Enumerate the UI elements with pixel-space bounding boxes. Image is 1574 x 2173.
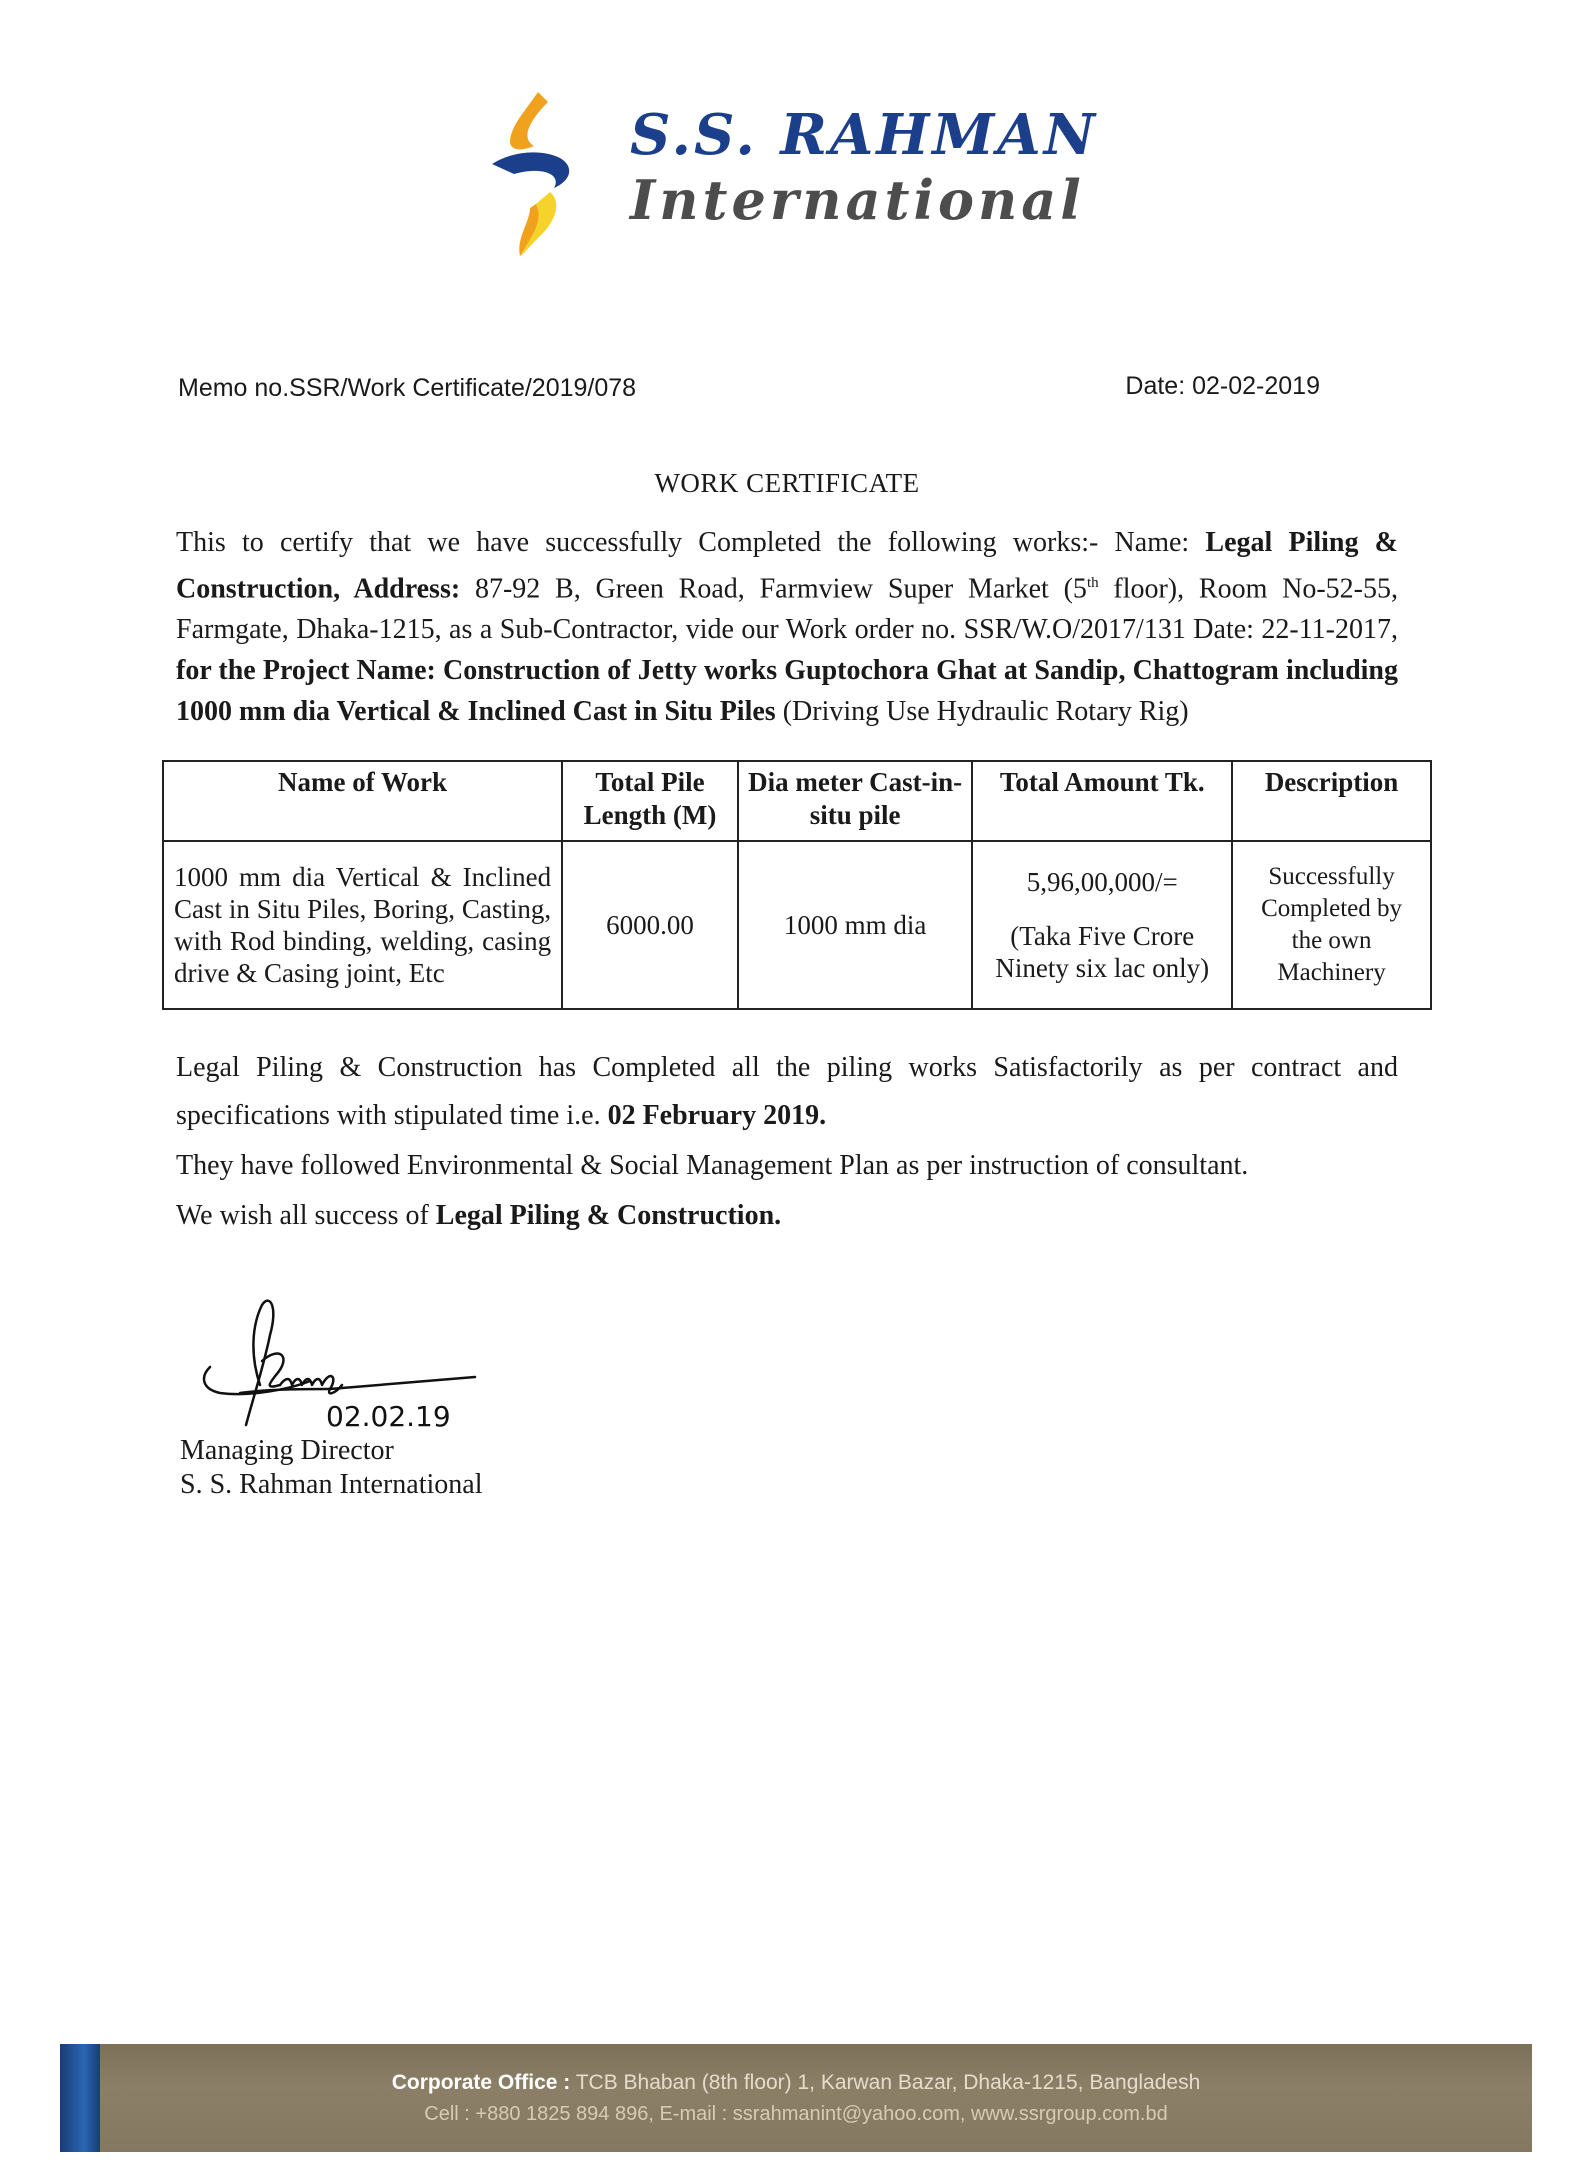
pile-length-cell: 6000.00 [562, 841, 738, 1009]
name-of-work-cell: 1000 mm dia Vertical & Inclined Cast in Situ Piles, Boring, Casting, with Rod binding, welding, casing drive & Casing joint, Etc [163, 841, 562, 1009]
intro-text-2: 87-92 B, Green Road, Farmview Super Market (5 [460, 573, 1087, 605]
closing-text [176, 1044, 1398, 1240]
intro-text-3: floor), Room No-52-55, Farmgate, Dhaka-1215, as a Sub-Contractor, vide our Work order no. SSR/W.O/2017/131 Date: 22-11-2017, [176, 573, 1399, 646]
footer-band [60, 2044, 1532, 2152]
memo-number: Memo no.SSR/Work Certificate/2019/078 [178, 374, 637, 402]
document-title: WORK CERTIFICATE [654, 468, 920, 498]
table-header-row [163, 761, 1431, 841]
column-header: Name of Work [163, 761, 562, 841]
intro-bold-1: Legal Piling & Construction, Address: [176, 527, 1398, 605]
column-header: Dia meter Cast-in-situ pile [738, 761, 973, 841]
amount-in-words: (Taka Five Crore Ninety six lac only) [995, 921, 1210, 983]
footer-office-label: Corporate Office : [391, 2071, 571, 2094]
footer-office-address: TCB Bhaban (8th floor) 1, Karwan Bazar, Dhaka-1215, Bangladesh [570, 2071, 1201, 2094]
certificate-intro [176, 522, 1398, 732]
works-table [162, 760, 1432, 1010]
company-logo [490, 88, 1098, 258]
completion-date: 02 February 2019. [607, 1100, 827, 1131]
description-cell: Successfully Completed by the own Machinery [1232, 841, 1431, 1009]
column-header: Description [1232, 761, 1431, 841]
column-header: Total Amount Tk. [972, 761, 1232, 841]
footer-contact: Cell : +880 1825 894 896, E-mail : ssrahmanint@yahoo.com, www.ssrgroup.com.bd [424, 2103, 1168, 2125]
wishes-text: We wish all success of [176, 1200, 436, 1231]
wishes-paragraph [176, 1192, 1398, 1240]
completion-text: Legal Piling & Construction has Completed all the piling works Satisfactorily as per contract and specifications with stipulated time i.e. [176, 1052, 1398, 1131]
signatory-title: Managing Director [180, 1435, 394, 1466]
intro-text-1: This to certify that we have successfully Completed the following works:- Name: [176, 527, 1206, 558]
table-row [163, 841, 1431, 1009]
amount-cell [972, 841, 1232, 1009]
column-header: Total Pile Length (M) [562, 761, 738, 841]
signatory-company: S. S. Rahman International [180, 1469, 483, 1500]
dia-meter-cell: 1000 mm dia [738, 841, 973, 1009]
amount-figure: 5,96,00,000/= [1026, 867, 1178, 897]
letter-date: Date: 02-02-2019 [1125, 372, 1320, 400]
footer-address [60, 2071, 1532, 2095]
logo-text-line1: S.S. RAHMAN [630, 102, 1098, 168]
signatory-block [180, 1434, 483, 1502]
footer-accent-bar [60, 2044, 100, 2152]
intro-superscript: th [1086, 575, 1099, 591]
esmp-paragraph: They have followed Environmental & Social Management Plan as per instruction of consultant. [176, 1150, 1249, 1181]
signature-date: 02.02.19 [326, 1400, 451, 1433]
intro-text-4: (Driving Use Hydraulic Rotary Rig) [775, 696, 1189, 728]
logo-swoosh-icon [490, 88, 580, 258]
completion-paragraph [176, 1044, 1398, 1140]
logo-text-line2: International [630, 168, 1085, 232]
wishes-company: Legal Piling & Construction. [435, 1200, 782, 1231]
intro-bold-2: for the Project Name: Construction of Jetty works Guptochora Ghat at Sandip, Chattogram including 1000 mm dia Vertical & Inclined Cast in Situ Piles [176, 655, 1398, 728]
